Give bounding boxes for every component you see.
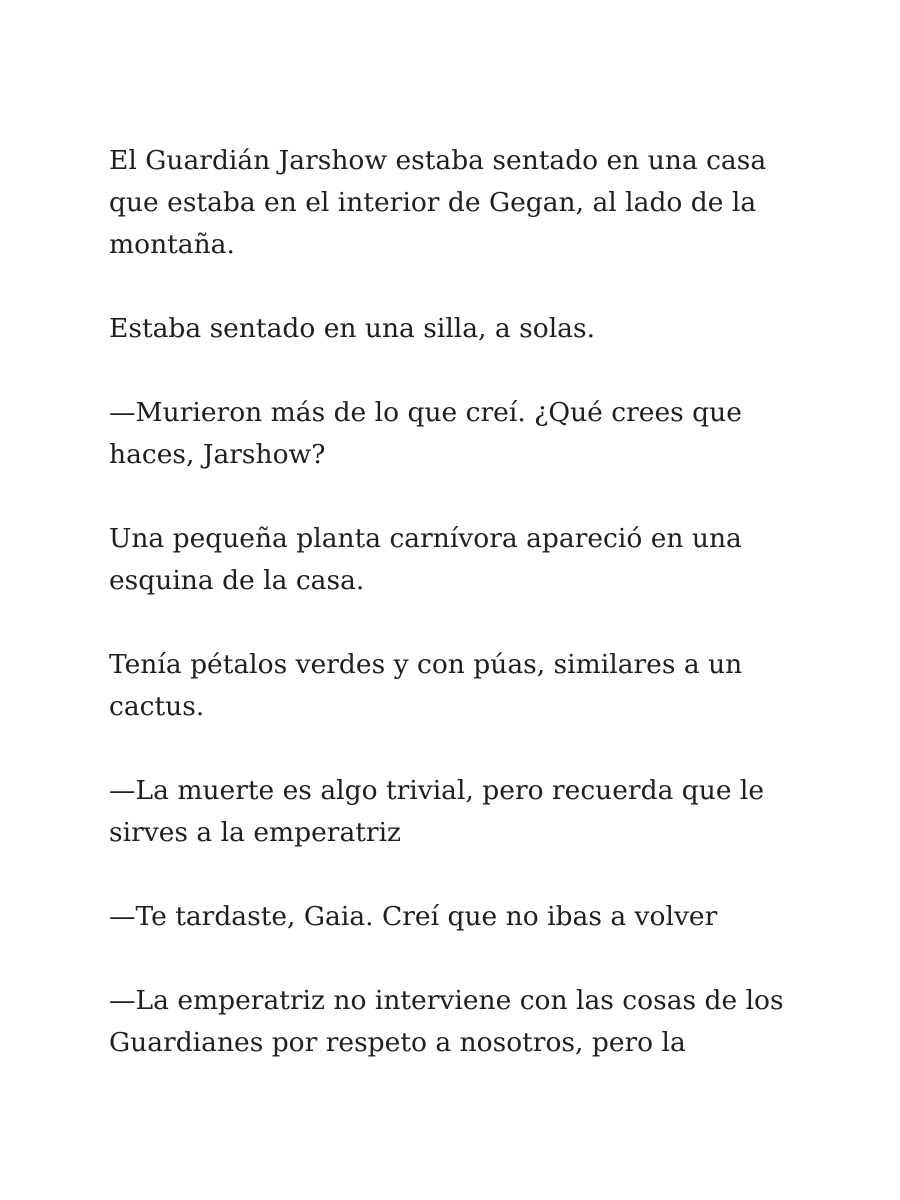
paragraph-7: —Te tardaste, Gaia. Creí que no ibas a volver [109,901,718,932]
paragraph-8: —La emperatriz no interviene con las cosas de los Guardianes por respeto a nosotros, pero la [109,985,784,1058]
paragraph-4: Una pequeña planta carnívora apareció en una esquina de la casa. [109,523,742,596]
paragraph-5: Tenía pétalos verdes y con púas, similares a un cactus. [109,649,743,722]
paragraph-1: El Guardián Jarshow estaba sentado en una casa que estaba en el interior de Gegan, al lado de la montaña. [109,145,767,260]
paragraph-3: —Murieron más de lo que creí. ¿Qué crees que haces, Jarshow? [109,397,742,470]
document-body [109,140,799,1106]
paragraph-6: —La muerte es algo trivial, pero recuerda que le sirves a la emperatriz [109,775,765,848]
paragraph-2: Estaba sentado en una silla, a solas. [109,313,595,344]
